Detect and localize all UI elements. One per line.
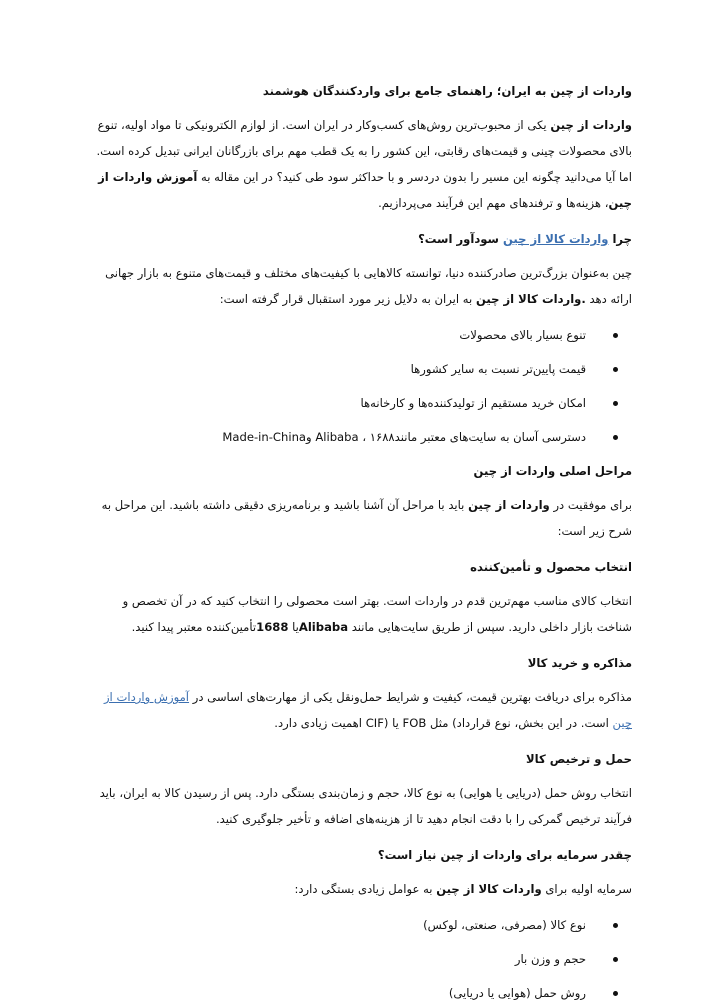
list-item [84, 946, 632, 972]
why-text-1: چین به‌عنوان بزرگ‌ترین صادرکننده دنیا، توانسته کالاهایی با کیفیت‌های مختلف و قیمت‌های متنوع به بازار جهانی ارائه دهد [105, 266, 632, 306]
capital-text-2: به عوامل زیادی بستگی دارد: [294, 882, 437, 896]
intro-keyword-2: آموزش واردات از چین [98, 170, 632, 210]
bullet-icon [613, 435, 618, 440]
steps-text-1: برای موفقیت در [549, 498, 632, 512]
shipping-paragraph: انتخاب روش حمل (دریایی یا هوایی) به نوع کالا، حجم و زمان‌بندی بستگی دارد. پس از رسیدن کالا به ایران، باید فرآیند ترخیص گمرکی را با دقت انجام دهید تا از هزینه‌های اضافه و تأخیر جلوگیری کنید. [99, 786, 632, 826]
bullet-icon [613, 991, 618, 996]
bullet-icon [613, 367, 618, 372]
intro-keyword: واردات از چین [550, 118, 632, 132]
list-item-text: تنوع بسیار بالای محصولات [459, 328, 586, 342]
list-item-text: روش حمل (هوایی یا دریایی) [448, 986, 586, 1000]
intro-text-1: یکی از محبوب‌ترین روش‌های کسب‌وکار در ایران است. از لوازم الکترونیکی تا مواد اولیه، تنوع بالای محصولات چینی و قیمت‌های رقابتی، این کشور را به یک قطب مهم برای بازرگانان ایرانی تبدیل کرده است. اما آیا می‌دانید چگونه این مسیر را بدون دردسر و با حداکثر سود طی کنید؟ در این مقاله به [96, 118, 632, 184]
list-item-text: نوع کالا (مصرفی، صنعتی، لوکس) [423, 918, 586, 932]
select-text-1: انتخاب کالای مناسب مهم‌ترین قدم در واردات است. بهتر است محصولی را انتخاب کنید که در آن تخصص و شناخت بازار داخلی دارید. سپس از طریق سایت‌هایی مانند [122, 594, 632, 634]
capital-text-1: سرمایه اولیه برای [541, 882, 632, 896]
why-heading [84, 226, 632, 252]
capital-keyword: واردات کالا از چین [436, 882, 542, 896]
capital-heading: چقدر سرمایه برای واردات از چین نیاز است؟ [377, 848, 632, 862]
steps-text-2: باید با مراحل آن آشنا باشید و برنامه‌ریزی دقیقی داشته باشید. این مراحل به شرح زیر است: [101, 498, 632, 538]
bullet-icon [613, 401, 618, 406]
bullet-icon [613, 957, 618, 962]
negotiate-heading: مذاکره و خرید کالا [527, 656, 632, 670]
select-paragraph [84, 588, 632, 640]
steps-heading: مراحل اصلی واردات از چین [473, 464, 632, 478]
list-item [84, 424, 632, 450]
steps-keyword: واردات از چین [468, 498, 550, 512]
list-item-text: امکان خرید مستقیم از تولیدکننده‌ها و کارخانه‌ها [360, 396, 586, 410]
select-1688: 1688 [256, 620, 289, 634]
bullet-icon [613, 923, 618, 928]
select-alibaba: Alibaba [298, 620, 349, 634]
select-heading: انتخاب محصول و تأمین‌کننده [470, 560, 632, 574]
why-heading-prefix: چرا [608, 232, 632, 246]
negotiate-paragraph [84, 684, 632, 736]
list-item [84, 356, 632, 382]
article-title: واردات از چین به ایران؛ راهنمای جامع برای واردکنندگان هوشمند [262, 84, 632, 98]
why-paragraph [84, 260, 632, 312]
negotiate-text-2: است. در این بخش، نوع قرارداد) مثل FOB یا (CIF اهمیت زیادی دارد. [274, 716, 613, 730]
select-text-3: تأمین‌کننده معتبر پیدا کنید. [131, 620, 257, 634]
list-item-text: قیمت پایین‌تر نسبت به سایر کشورها [410, 362, 586, 376]
why-bullet-list [84, 322, 632, 450]
why-heading-link[interactable]: واردات کالا از چین [502, 232, 609, 246]
capital-bullet-list [84, 912, 632, 1006]
why-text-2: به ایران به دلایل زیر مورد استقبال قرار گرفته است: [219, 292, 476, 306]
list-item-text: حجم و وزن بار [514, 952, 586, 966]
why-heading-suffix: سودآور است؟ [418, 232, 503, 246]
negotiate-text-1: مذاکره برای دریافت بهترین قیمت، کیفیت و شرایط حمل‌ونقل یکی از مهارت‌های اساسی در [189, 690, 632, 704]
list-item [84, 980, 632, 1006]
capital-paragraph [84, 876, 632, 902]
select-text-2: یا [288, 620, 299, 634]
steps-paragraph [84, 492, 632, 544]
intro-paragraph [84, 112, 632, 216]
negotiate-link[interactable]: آموزش واردات از چین [103, 690, 632, 730]
list-item [84, 390, 632, 416]
why-keyword: .واردات کالا از چین [475, 292, 586, 306]
intro-text-2: ، هزینه‌ها و ترفندهای مهم این فرآیند می‌پردازیم. [378, 196, 609, 210]
shipping-heading: حمل و ترخیص کالا [526, 752, 632, 766]
list-item-text: دسترسی آسان به سایت‌های معتبر مانندAlibaba ، ۱۶۸۸ وMade-in-China [222, 430, 586, 444]
bullet-icon [613, 333, 618, 338]
list-item [84, 912, 632, 938]
list-item [84, 322, 632, 348]
